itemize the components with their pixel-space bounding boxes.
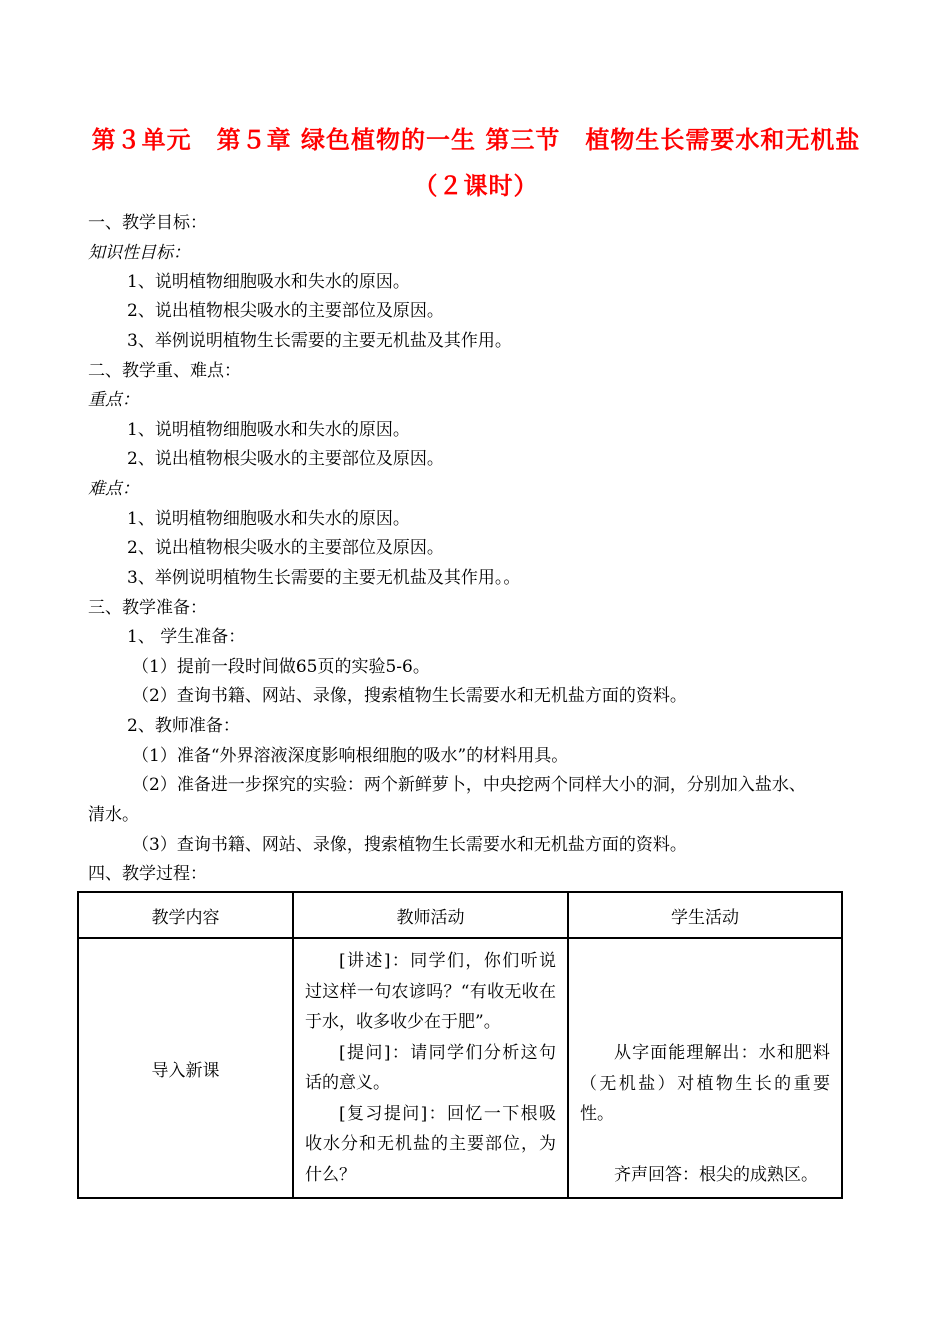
table-header-row [78, 892, 842, 938]
teaching-process-table [77, 891, 843, 1199]
difficult-point-item: 2、说出植物根尖吸水的主要部位及原因。 [127, 538, 444, 558]
row-teacher-cell [293, 938, 568, 1198]
student-prep-item: （2）查询书籍、网站、录像，搜索植物生长需要水和无机盐方面的资料。 [132, 686, 687, 706]
row-student-cell [568, 938, 842, 1198]
teacher-prep-label: 2、教师准备： [127, 716, 240, 736]
process-heading: 四、教学过程： [88, 864, 207, 884]
teacher-prep-item-continued: 清水。 [88, 805, 139, 825]
key-point-item: 1、说明植物细胞吸水和失水的原因。 [127, 420, 410, 440]
goals-heading: 一、教学目标： [88, 213, 207, 233]
key-point-item: 2、说出植物根尖吸水的主要部位及原因。 [127, 449, 444, 469]
student-prep-item: （1）提前一段时间做65页的实验5-6。 [132, 657, 430, 677]
teacher-activity-paragraph: [提问]：请同学们分析这句话的意义。 [305, 1042, 556, 1093]
goal-item: 2、说出植物根尖吸水的主要部位及原因。 [127, 301, 444, 321]
keypoints-heading: 二、教学重、难点： [88, 361, 241, 381]
prep-heading: 三、教学准备： [88, 598, 207, 618]
goal-item: 1、说明植物细胞吸水和失水的原因。 [127, 272, 410, 292]
paragraph-gap [580, 1130, 830, 1160]
student-activity-paragraph: 齐声回答：根尖的成熟区。 [614, 1164, 818, 1185]
difficult-point-item: 1、说明植物细胞吸水和失水的原因。 [127, 509, 410, 529]
student-prep-label: 1、 学生准备： [127, 627, 246, 647]
teacher-prep-item: （2）准备进一步探究的实验：两个新鲜萝卜，中央挖两个同样大小的洞，分别加入盐水、 [132, 775, 806, 795]
difficult-point-item: 3、举例说明植物生长需要的主要无机盐及其作用。。 [127, 568, 521, 588]
header-content: 教学内容 [78, 892, 293, 938]
row-content-cell: 导入新课 [78, 938, 293, 1198]
teacher-activity-paragraph: [复习提问]：回忆一下根吸收水分和无机盐的主要部位，为什么？ [305, 1103, 556, 1185]
table-row [78, 938, 842, 1198]
key-points-label: 重点： [88, 390, 139, 410]
teacher-prep-item: （3）查询书籍、网站、录像，搜索植物生长需要水和无机盐方面的资料。 [132, 835, 687, 855]
teacher-activity-paragraph: [讲述]：同学们，你们听说过这样一句农谚吗？“有收无收在于水，收多收少在于肥”。 [305, 951, 556, 1032]
student-activity-paragraph: 从字面能理解出：水和肥料（无机盐）对植物生长的重要性。 [580, 1043, 830, 1124]
teacher-prep-item: （1）准备“外界溶液深度影响根细胞的吸水”的材料用具。 [132, 746, 569, 766]
difficult-points-label: 难点： [88, 479, 139, 499]
header-teacher-activity: 教师活动 [293, 892, 568, 938]
header-student-activity: 学生活动 [568, 892, 842, 938]
knowledge-goal-label: 知识性目标： [88, 243, 190, 263]
document-title: 第３单元 第５章 绿色植物的一生 第三节 植物生长需要水和无机盐（２课时） [91, 126, 861, 200]
goal-item: 3、举例说明植物生长需要的主要无机盐及其作用。 [127, 331, 512, 351]
